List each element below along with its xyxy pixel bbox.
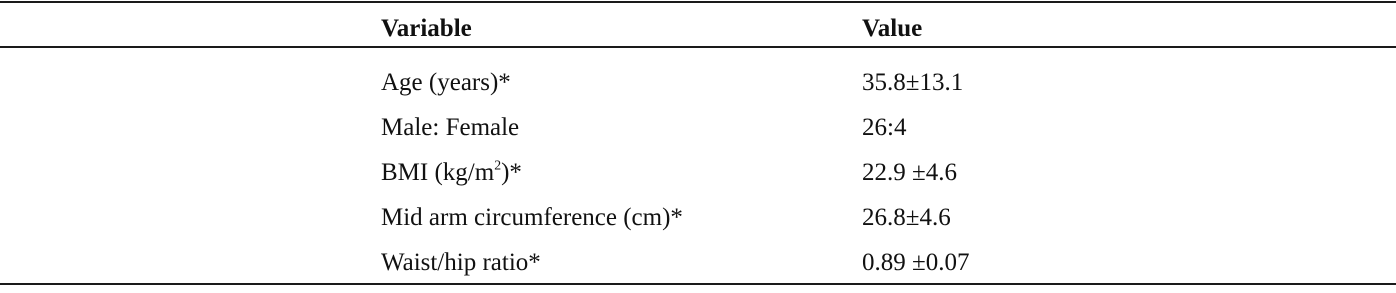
variable-cell: Male: Female	[381, 114, 520, 141]
table-top-rule	[0, 1, 1396, 3]
table-row	[0, 69, 1396, 113]
superscript-text: 2	[494, 157, 502, 173]
table-row	[0, 204, 1396, 248]
value-cell: 35.8±13.1	[862, 69, 964, 96]
variable-cell: Mid arm circumference (cm)*	[381, 204, 683, 231]
table-row	[0, 249, 1396, 293]
table-row	[0, 159, 1396, 203]
column-header-variable: Variable	[381, 15, 472, 42]
variable-cell	[381, 159, 522, 187]
variable-cell: Waist/hip ratio*	[381, 249, 541, 276]
table-header-rule	[0, 46, 1396, 48]
table-row	[0, 114, 1396, 158]
value-cell: 26:4	[862, 114, 907, 141]
variable-text: BMI (kg/m	[381, 159, 495, 186]
variable-text-suffix: )*	[501, 159, 522, 186]
value-cell: 26.8±4.6	[862, 204, 951, 231]
table-bottom-rule	[0, 283, 1396, 285]
variable-cell: Age (years)*	[381, 69, 511, 96]
value-cell: 22.9 ±4.6	[862, 159, 957, 186]
column-header-value: Value	[862, 15, 923, 42]
value-cell: 0.89 ±0.07	[862, 249, 970, 276]
